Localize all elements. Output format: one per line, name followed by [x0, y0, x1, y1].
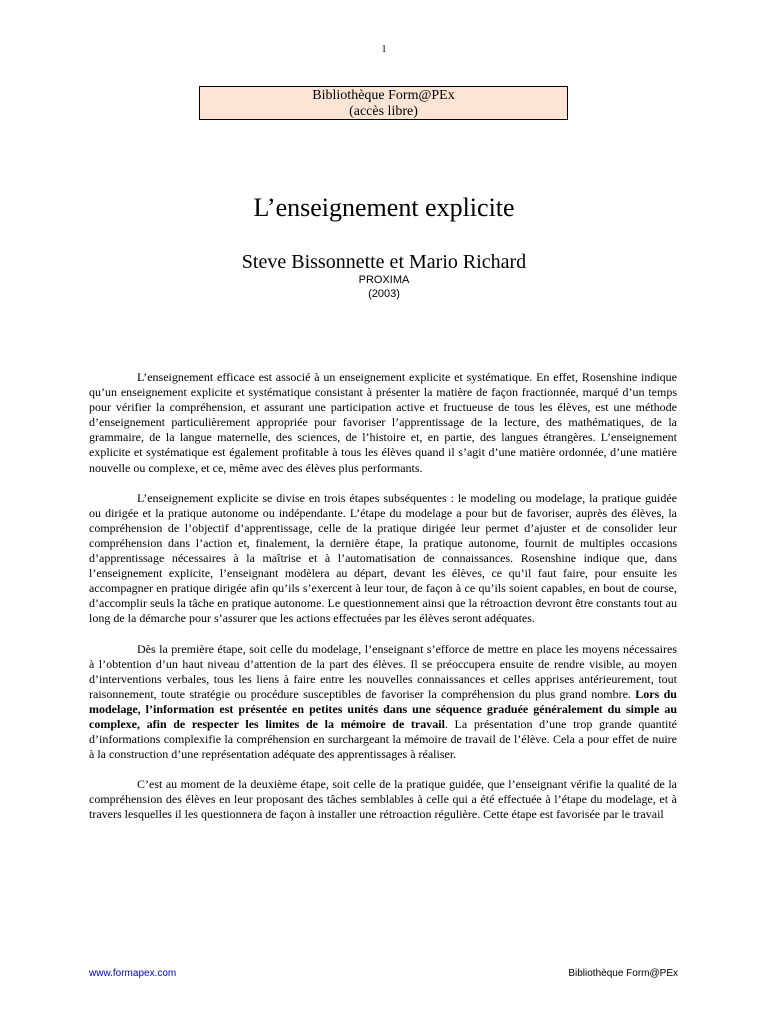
document-authors: Steve Bissonnette et Mario Richard: [241, 251, 527, 273]
paragraph-3-outro: . La présentation d’une trop grande quantité d’informations complexifie la compréhension en surchargeant la mémoire de travail de l’élève. Cela a pour effet de nuire à la construction d’une représentation adéquate des apprentissages à réaliser.: [89, 716, 677, 762]
footer-library-name: Bibliothèque Form@PEx: [568, 968, 678, 979]
paragraph-4: C’est au moment de la deuxième étape, soit celle de la pratique guidée, que l’enseignant vérifie la qualité de la compréhension des élèves en leur proposant des tâches semblables à celle qui a été effectuée à l’étape du modelage, et à travers lesquelles il les questionnera de façon à installer une rétroaction régulière. Cette étape est favorisée par le travail: [89, 777, 677, 822]
footer-website-link[interactable]: www.formapex.com: [89, 968, 177, 979]
library-banner: [199, 86, 568, 120]
library-title: Bibliothèque Form@PEx: [312, 88, 455, 103]
document-year: (2003): [368, 288, 400, 300]
paragraph-3-emphasis: Lors du modelage, l’information est présentée en petites unités dans une séquence graduée généralement du simple au complexe, afin de respecter les limites de la mémoire de travail: [89, 686, 677, 731]
paragraph-3-intro: Dès la première étape, soit celle du modelage, l’enseignant s’efforce de mettre en place les moyens nécessaires à l’obtention d’un haut niveau d’attention de la part des élèves. Il se préoccupera ensuite de rendre visible, au moyen d’interventions verbales, tous les liens à faire entre les nouvelles connaissances et celles apprises antérieurement, tout raisonnement, toute stratégie ou procédure susceptibles de favoriser la compréhension du plus grand nombre.: [89, 641, 677, 701]
document-organization: PROXIMA: [358, 274, 410, 286]
paragraph-3: [89, 642, 677, 763]
page-number: 1: [381, 44, 387, 55]
paragraph-2: L’enseignement explicite se divise en trois étapes subséquentes : le modeling ou modelage, la pratique guidée ou dirigée et la pratique autonome ou indépendante. L’étape du modelage a pour but de favoriser, auprès des élèves, la compréhension de l’objectif d’apprentissage, celle de la pratique dirigée leur permet d’ajuster et de consolider leur compréhension dans l’action et, finalement, la dernière étape, la pratique autonome, fournit de multiples occasions d’apprentissage nécessaires à la maîtrise et à l’automatisation de connaissances. Rosenshine indique que, dans l’enseignement explicite, l’enseignant modèlera au départ, devant les élèves, ce qu’il faut faire, pour ensuite les accompagner en pratique dirigée afin qu’ils s’exercent à leur tour, de façon à ce qu’ils soient capables, en bout de course, d’accomplir seuls la tâche en pratique autonome. Le questionnement ainsi que la rétroaction devront être constants tout au long de la démarche pour s’assurer que les actions effectuées par les élèves seront adéquates.: [89, 490, 677, 626]
document-title: L’enseignement explicite: [253, 193, 515, 222]
document-body: [89, 370, 677, 838]
paragraph-1: L’enseignement efficace est associé à un enseignement explicite et systématique. En effet, Rosenshine indique qu’un enseignement explicite et systématique consistant à présenter la matière de façon fractionnée, marqué d’un temps pour vérifier la compréhension, et assurant une participation active et fructueuse de tous les élèves, est une méthode d’enseignement particulièrement appropriée pour favoriser l’apprentissage de la lecture, des mathématiques, de la grammaire, de la langue maternelle, des sciences, de l’histoire et, en partie, des langues étrangères. L’enseignement explicite et systématique est également profitable à tous les élèves quand il s’agit d’une matière ordonnée, d’une matière nouvelle ou complexe, et ce, même avec des élèves plus performants.: [89, 370, 677, 475]
library-access-note: (accès libre): [349, 104, 418, 119]
